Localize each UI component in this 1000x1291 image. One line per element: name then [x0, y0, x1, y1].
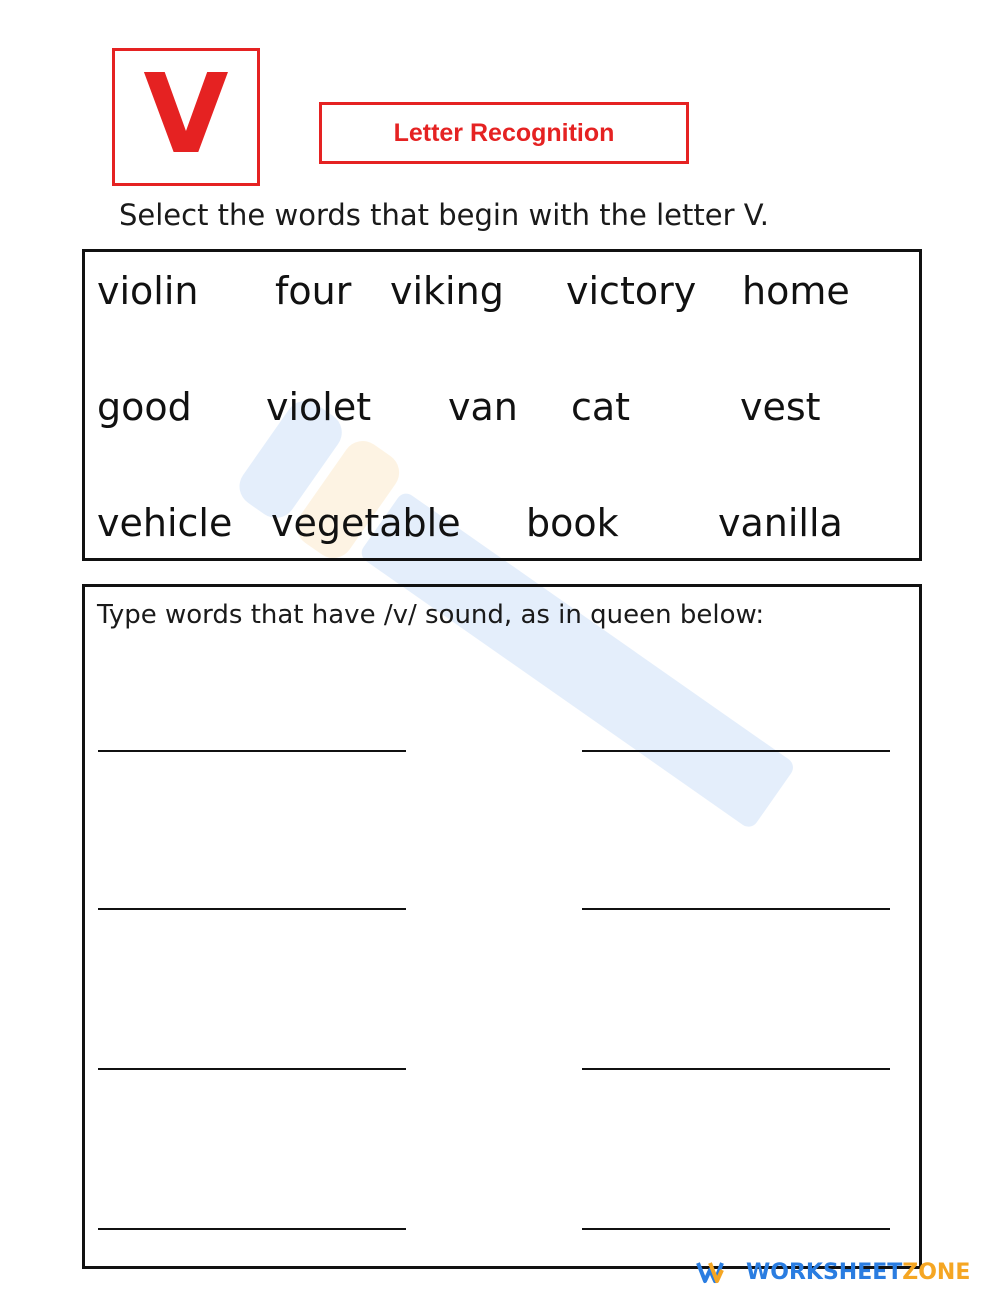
- answer-field[interactable]: [98, 718, 406, 752]
- brand-logo: [696, 1256, 970, 1288]
- word-option[interactable]: violet: [266, 385, 372, 429]
- word-option[interactable]: four: [275, 269, 352, 313]
- featured-letter: V: [143, 50, 229, 178]
- word-option[interactable]: vest: [740, 385, 821, 429]
- word-option[interactable]: victory: [566, 269, 697, 313]
- answer-field[interactable]: [582, 718, 890, 752]
- brand-w-icon: [696, 1260, 736, 1284]
- instruction-text: Select the words that begin with the letter V.: [119, 198, 770, 232]
- word-option[interactable]: good: [97, 385, 192, 429]
- letter-card: [112, 48, 260, 186]
- brand-name-part1: WORKSHEET: [746, 1259, 903, 1285]
- answer-field[interactable]: [582, 1196, 890, 1230]
- word-option[interactable]: viking: [390, 269, 504, 313]
- word-option[interactable]: home: [742, 269, 850, 313]
- typing-prompt: Type words that have /v/ sound, as in queen below:: [97, 600, 765, 630]
- brand-name-part2: ZONE: [902, 1259, 971, 1285]
- word-option[interactable]: cat: [571, 385, 631, 429]
- word-option[interactable]: vehicle: [97, 501, 233, 545]
- worksheet-title-box: [319, 102, 689, 164]
- worksheet-title: Letter Recognition: [393, 118, 615, 147]
- answer-field[interactable]: [98, 1196, 406, 1230]
- word-option[interactable]: vegetable: [271, 501, 461, 545]
- answer-field[interactable]: [582, 876, 890, 910]
- typing-area-box: [82, 584, 922, 1269]
- answer-field[interactable]: [98, 876, 406, 910]
- word-option[interactable]: book: [526, 501, 619, 545]
- answer-field[interactable]: [98, 1036, 406, 1070]
- word-option[interactable]: van: [448, 385, 518, 429]
- word-option[interactable]: vanilla: [718, 501, 843, 545]
- word-option[interactable]: violin: [97, 269, 199, 313]
- answer-field[interactable]: [582, 1036, 890, 1070]
